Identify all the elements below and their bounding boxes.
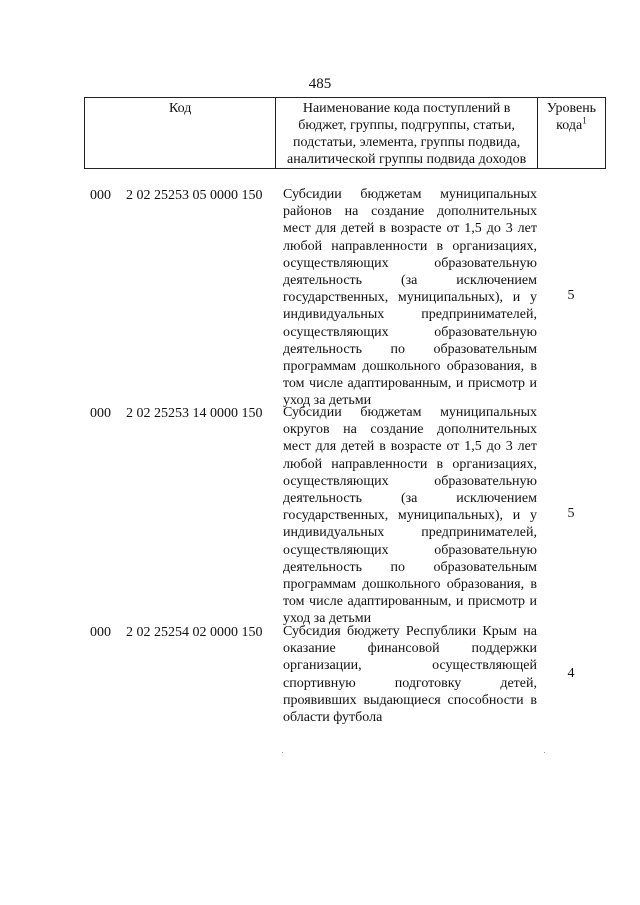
- revenue-name: Субсидии бюджетам муниципальных округов на создание дополнительных мест для детей в возрасте от 1,5 до 3 лет любой направленности в организациях, осуществляющих образовательную деятельность (за исключением государственных, муниципальных), и у индивидуальных предпринимателей, осуществляющих образовательную деятельность по образовательным программам дошкольного образования, в том числе адаптированным, и присмотр и уход за детьми: [283, 405, 537, 627]
- header-code: [85, 98, 276, 169]
- budget-code: 2 02 25253 05 0000 150: [126, 188, 263, 203]
- header-name: [276, 98, 538, 169]
- revenue-name: Субсидия бюджету Республики Крым на оказание финансовой поддержки организации, осуществляющей спортивную подготовку детей, проявивших выдающиеся способности в области футбола: [283, 624, 537, 726]
- admin-code: 000: [90, 406, 111, 421]
- admin-code: 000: [90, 188, 111, 203]
- scan-speck: [282, 752, 283, 753]
- revenue-name: Субсидии бюджетам муниципальных районов на создание дополнительных мест для детей в возрасте от 1,5 до 3 лет любой направленности в организациях, осуществляющих образовательную деятельность (за исключением государственных, муниципальных), и у индивидуальных предпринимателей, осуществляющих образовательную деятельность по образовательным программам дошкольного образования, в том числе адаптированным, и присмотр и уход за детьми: [283, 187, 537, 409]
- header-name-label: Наименование кода поступлений в бюджет, группы, подгруппы, статьи, подстатьи, элемента, группы подвида, аналитической группы подвида доходов: [287, 101, 527, 167]
- page-number: 485: [308, 76, 332, 92]
- code-level: 5: [567, 506, 575, 521]
- budget-code: 2 02 25254 02 0000 150: [126, 625, 263, 640]
- budget-code: 2 02 25253 14 0000 150: [126, 406, 263, 421]
- header-level-footnote: 1: [582, 115, 587, 126]
- admin-code: 000: [90, 625, 111, 640]
- header-code-label: Код: [168, 101, 192, 116]
- code-level: 4: [567, 666, 575, 681]
- header-level: [537, 98, 605, 169]
- scan-speck: [544, 752, 545, 753]
- column-header-table: [84, 97, 606, 169]
- code-level: 5: [567, 288, 575, 303]
- header-level-label: Уровень кода: [546, 101, 597, 133]
